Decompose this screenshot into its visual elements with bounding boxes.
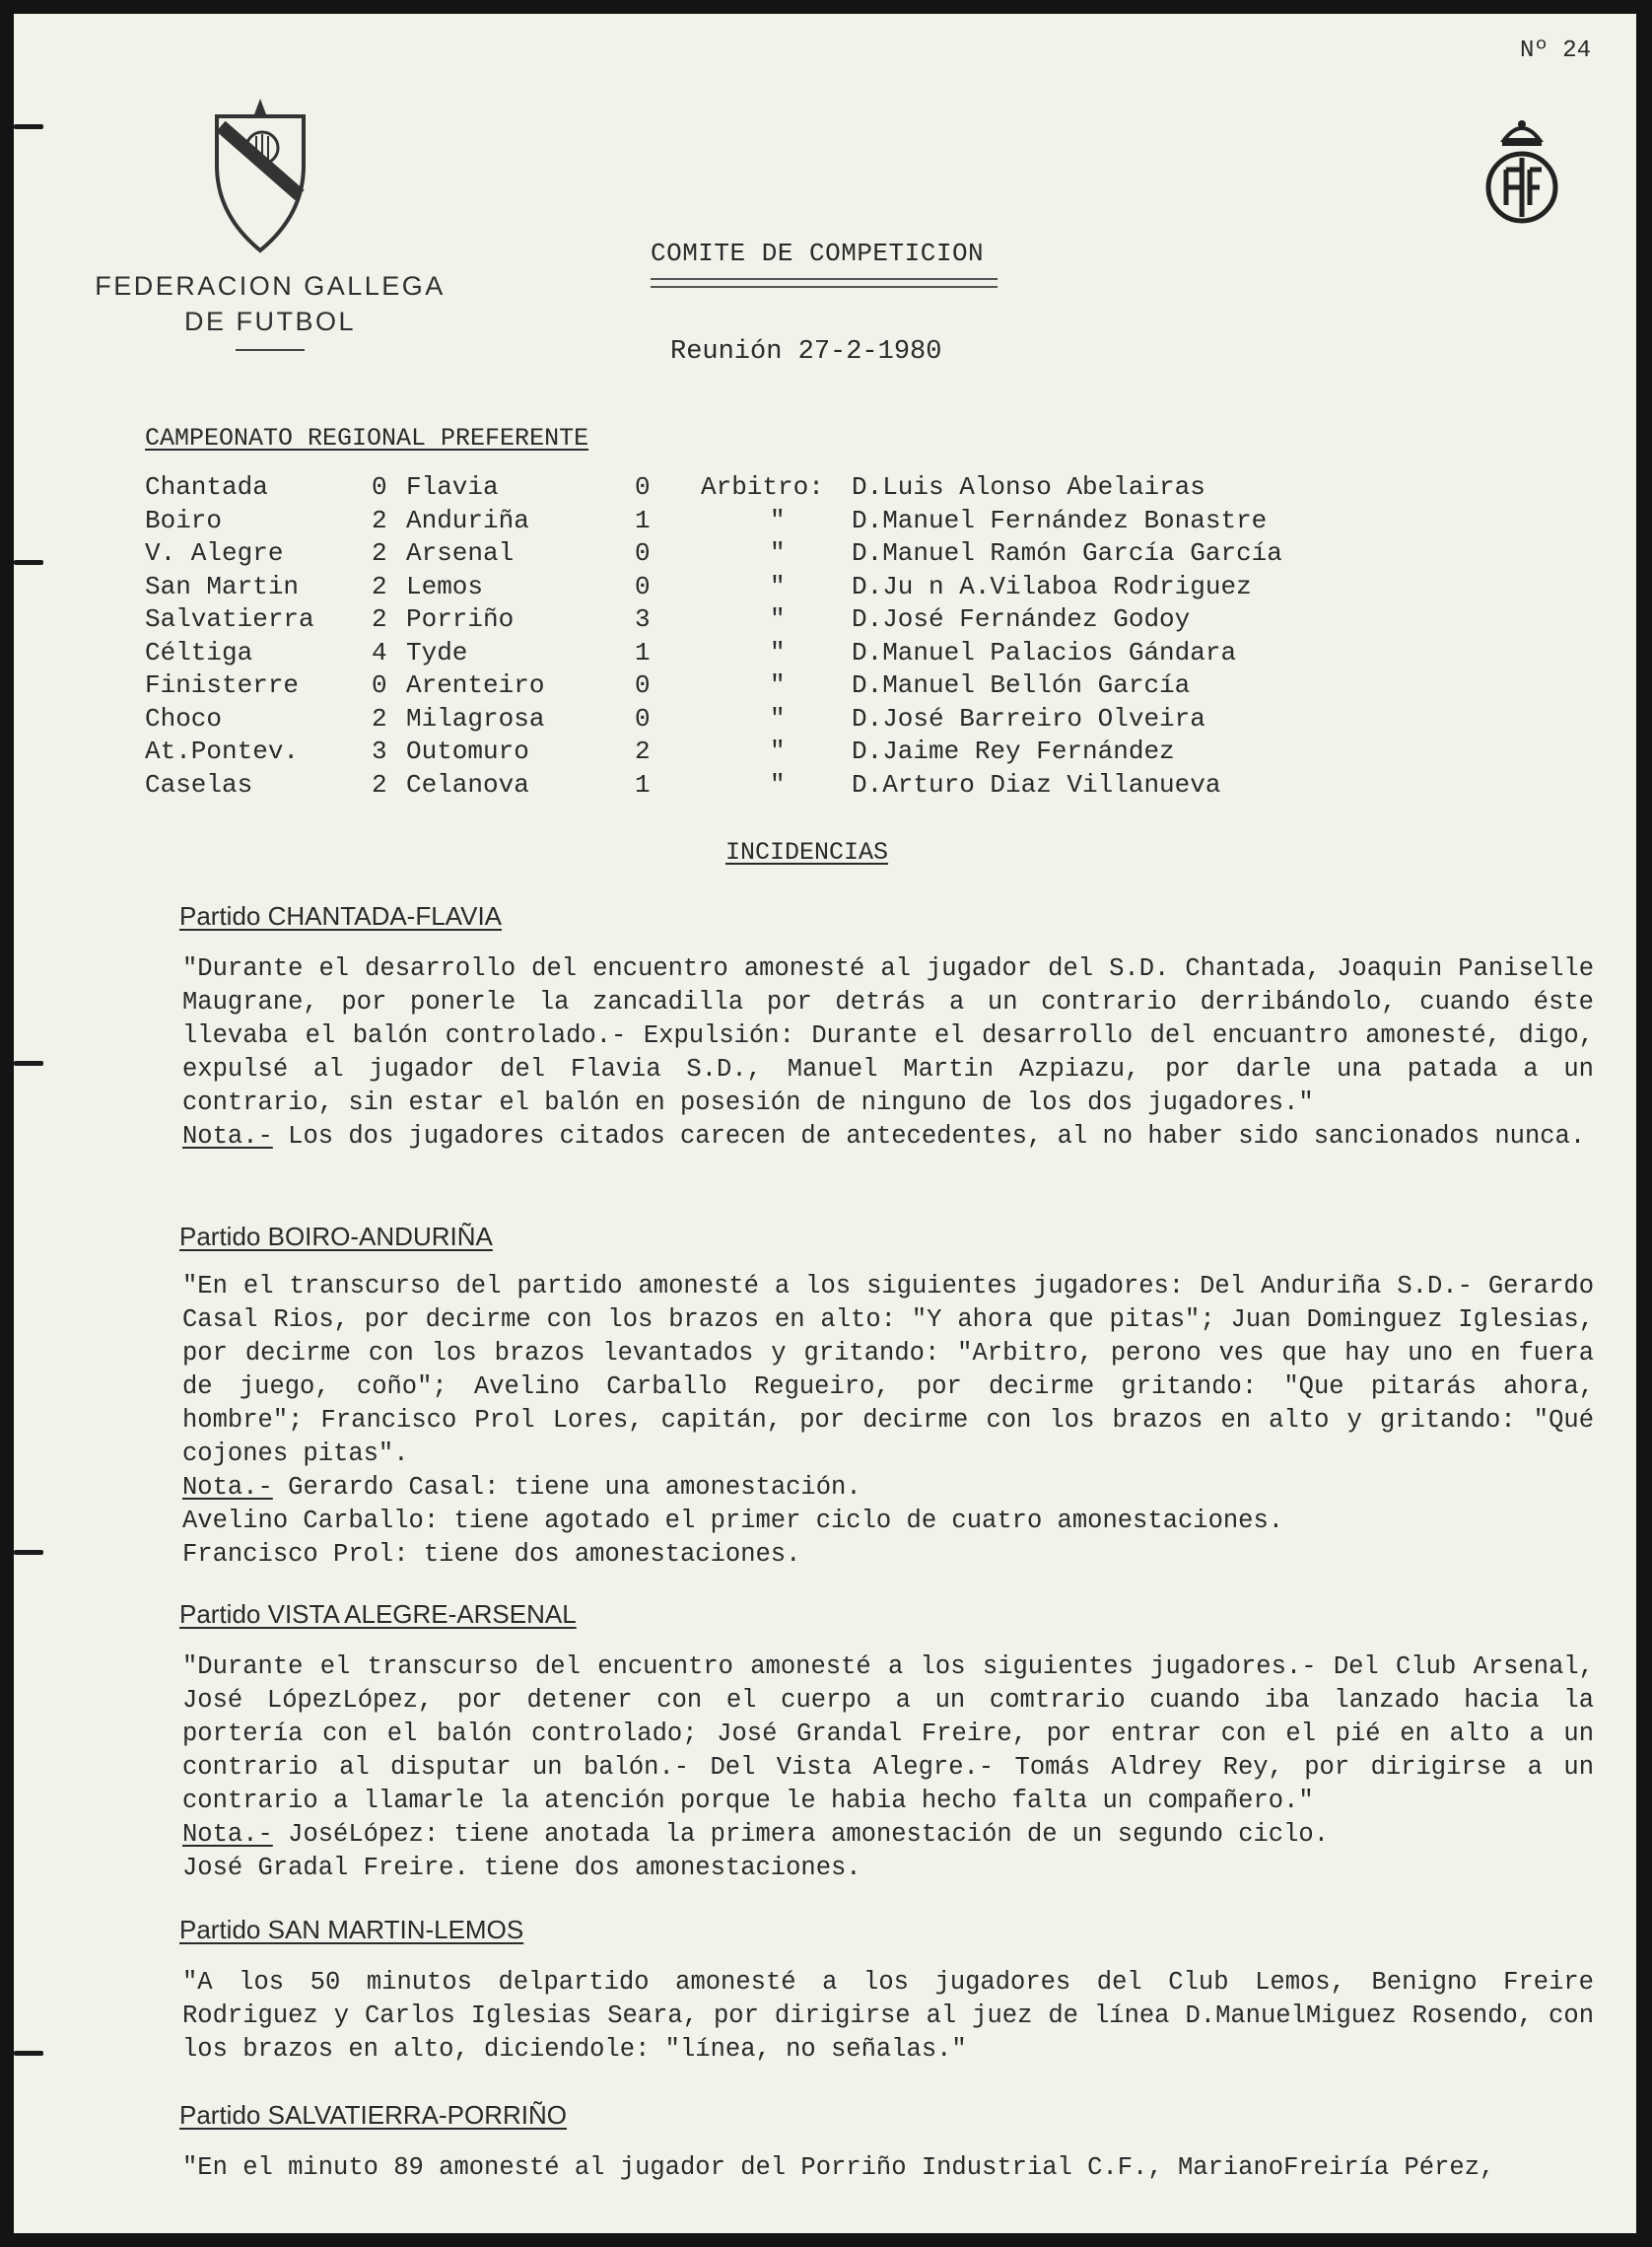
match-heading: Partido CHANTADA-FLAVIA — [179, 901, 503, 931]
referee-label: " — [770, 637, 786, 667]
match-report — [145, 1966, 1594, 2067]
home-team: Caselas — [145, 769, 253, 800]
title-double-rule — [651, 278, 998, 288]
report-text: "En el minuto 89 amonesté al jugador del Porriño Industrial C.F., MarianoFreiría Pérez, — [182, 2153, 1495, 2182]
away-team: Anduriña — [406, 505, 529, 535]
home-score: 4 — [372, 637, 387, 667]
home-score: 2 — [372, 769, 387, 800]
away-team: Outomuro — [406, 737, 529, 766]
referee-label: " — [770, 571, 786, 601]
note-label: Nota.- — [182, 1820, 273, 1849]
note-text: Los dos jugadores citados carecen de antecedentes, al no haber sido sancionados nunca. — [288, 1122, 1586, 1151]
home-team: Salvatierra — [145, 604, 314, 634]
document-page — [14, 14, 1636, 2233]
report-text: "En el transcurso del partido amonesté a los siguientes jugadores: Del Anduriña S.D.- Gerardo Casal Rios, por decirme con los brazos en alto: "Y ahora que pitas"; Juan Dominguez Iglesias, por decirme con los brazos levantados y gritando: "Arbitro, perono ves que hay uno en fuera de juego, coño"; Avelino Carballo Regueiro, por decirme gritando: "Que pitarás ahora, hombre"; Francisco Prol Lores, capitán, por decirme con los brazos en alto y gritando: "Qué cojones pitas". — [182, 1272, 1594, 1468]
report-text: "A los 50 minutos delpartido amonesté a los jugadores del Club Lemos, Benigno Freire Rodriguez y Carlos Iglesias Seara, por dirigirse al juez de línea D.ManuelMiguez Rosendo, con los brazos en alto, diciendole: "línea, no señalas." — [182, 1968, 1594, 2064]
punch-hole-mark — [14, 124, 43, 129]
committee-title: COMITE DE COMPETICION — [651, 239, 985, 268]
away-team: Arsenal — [406, 538, 515, 568]
away-team: Flavia — [406, 472, 499, 502]
match-report — [145, 2151, 1594, 2185]
away-score: 0 — [635, 472, 651, 502]
away-score: 0 — [635, 703, 651, 734]
home-team: Chantada — [145, 472, 268, 502]
referee-label: " — [770, 703, 786, 734]
away-team: Porriño — [406, 604, 515, 634]
home-team: Céltiga — [145, 637, 253, 667]
referee-label: " — [770, 505, 786, 535]
federation-divider — [236, 349, 305, 351]
match-report — [145, 952, 1594, 1154]
note-label: Nota.- — [182, 1473, 273, 1502]
away-score: 1 — [635, 505, 651, 535]
away-team: Tyde — [406, 637, 468, 667]
championship-heading: CAMPEONATO REGIONAL PREFERENTE — [145, 424, 589, 453]
referee-label: Arbitro: — [701, 472, 824, 502]
meeting-date: Reunión 27-2-1980 — [670, 337, 942, 367]
report-text: "Durante el desarrollo del encuentro amonesté al jugador del S.D. Chantada, Joaquin Paniselle Maugrane, por ponerle la zancadilla por detrás a un contrario derribándolo, cuando éste llevaba el balón controlado.- Expulsión: Durante el desarrollo del encuantro amonesté, digo, expulsé al jugador del Flavia S.D., Manuel Martin Azpiazu, por darle una patada a un contrario, sin estar el balón en posesión de ninguno de los dos jugadores." — [182, 954, 1594, 1117]
note-line: Avelino Carballo: tiene agotado el primer ciclo de cuatro amonestaciones. — [182, 1507, 1284, 1535]
royal-crest-icon — [1482, 114, 1561, 229]
home-score: 0 — [372, 670, 387, 700]
home-score: 2 — [372, 571, 387, 601]
home-team: Boiro — [145, 505, 223, 535]
referee-label: " — [770, 670, 786, 700]
away-team: Celanova — [406, 769, 529, 800]
incidents-heading: INCIDENCIAS — [725, 838, 889, 867]
note — [145, 1120, 1594, 1154]
match-report — [145, 1650, 1594, 1885]
referee-name: D.Jaime Rey Fernández — [852, 737, 1175, 766]
referee-label: " — [770, 769, 786, 800]
referee-name: D.Manuel Ramón García García — [852, 538, 1282, 568]
home-score: 2 — [372, 604, 387, 634]
referee-name: D.José Fernández Godoy — [852, 604, 1191, 634]
punch-hole-mark — [14, 2051, 43, 2056]
away-score: 0 — [635, 571, 651, 601]
away-score: 0 — [635, 670, 651, 700]
referee-name: D.Manuel Bellón García — [852, 670, 1191, 700]
home-score: 2 — [372, 505, 387, 535]
document-number: Nº 24 — [1519, 37, 1591, 64]
match-heading: Partido VISTA ALEGRE-ARSENAL — [179, 1599, 577, 1629]
away-score: 1 — [635, 637, 651, 667]
referee-name: D.Manuel Fernández Bonastre — [852, 505, 1268, 535]
referee-label: " — [770, 604, 786, 634]
match-heading: Partido BOIRO-ANDURIÑA — [179, 1222, 493, 1251]
home-score: 3 — [372, 737, 387, 766]
home-team: San Martin — [145, 571, 300, 601]
away-score: 0 — [635, 538, 651, 568]
home-team: V. Alegre — [145, 538, 284, 568]
note-text: Gerardo Casal: tiene una amonestación. — [288, 1473, 861, 1502]
note-line: Francisco Prol: tiene dos amonestaciones. — [182, 1540, 801, 1569]
punch-hole-mark — [14, 1550, 43, 1555]
referee-name: D.Manuel Palacios Gándara — [852, 637, 1237, 667]
note-line: José Gradal Freire. tiene dos amonestaciones. — [182, 1854, 861, 1882]
away-team: Lemos — [406, 571, 484, 601]
match-heading: Partido SALVATIERRA-PORRIÑO — [179, 2100, 567, 2130]
note-label: Nota.- — [182, 1122, 273, 1151]
away-score: 1 — [635, 769, 651, 800]
home-score: 2 — [372, 538, 387, 568]
note — [145, 1818, 1594, 1852]
home-score: 0 — [372, 472, 387, 502]
home-team: At.Pontev. — [145, 737, 300, 766]
match-heading: Partido SAN MARTIN-LEMOS — [179, 1915, 524, 1944]
match-report — [145, 1270, 1594, 1572]
away-score: 3 — [635, 604, 651, 634]
punch-hole-mark — [14, 1061, 43, 1066]
away-team: Milagrosa — [406, 703, 545, 734]
referee-label: " — [770, 538, 786, 568]
punch-hole-mark — [14, 560, 43, 565]
referee-name: D.José Barreiro Olveira — [852, 703, 1205, 734]
referee-name: D.Luis Alonso Abelairas — [852, 472, 1205, 502]
federation-name-line2: DE FUTBOL — [183, 307, 357, 336]
home-team: Finisterre — [145, 670, 300, 700]
report-text: "Durante el transcurso del encuentro amonesté a los siguientes jugadores.- Del Club Arsenal, José LópezLópez, por detener con el cuerpo a un comtrario cuando iba lanzado hacia la portería con el balón controlado; José Grandal Freire, por entrar con el pié en alto a un contrario al disputar un balón.- Del Vista Alegre.- Tomás Aldrey Rey, por dirigirse a un contrario a llamarle la atención porque le habia hecho falta un compañero." — [182, 1652, 1594, 1815]
referee-label: " — [770, 737, 786, 766]
away-score: 2 — [635, 737, 651, 766]
note-text: JoséLópez: tiene anotada la primera amonestación de un segundo ciclo. — [288, 1820, 1330, 1849]
referee-name: D.Arturo Diaz Villanueva — [852, 769, 1221, 800]
federation-name-line1: FEDERACION GALLEGA — [95, 271, 446, 301]
referee-name: D.Ju n A.Vilaboa Rodriguez — [852, 571, 1252, 601]
home-score: 2 — [372, 703, 387, 734]
home-team: Choco — [145, 703, 223, 734]
note — [145, 1471, 1594, 1505]
federation-shield-icon — [211, 97, 310, 254]
federation-name — [63, 268, 477, 351]
away-team: Arenteiro — [406, 670, 545, 700]
